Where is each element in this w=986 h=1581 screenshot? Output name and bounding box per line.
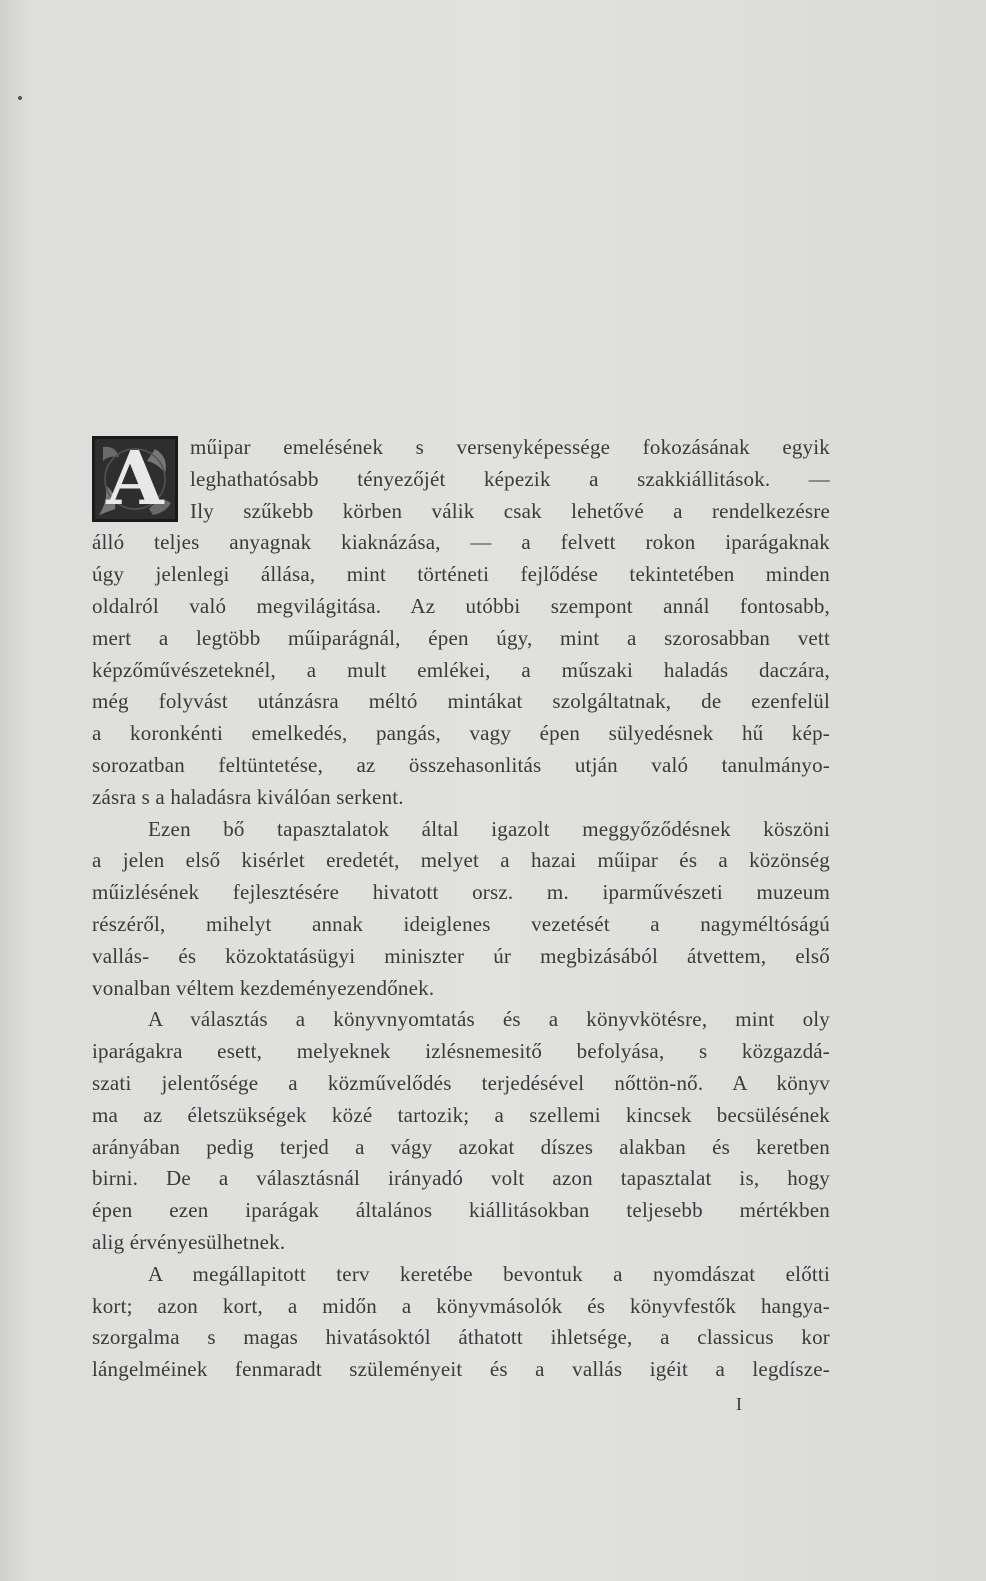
text-line: zásra s a haladásra kiválóan serkent. [92,784,404,809]
text-line: A választás a könyvnyomtatás és a könyvkötésre, mint oly [148,1007,830,1032]
ink-speck [18,96,22,100]
text-line: arányában pedig terjed a vágy azokat díszes alakban és keretben [92,1134,830,1159]
text-line: szorgalma s magas hivatásoktól áthatott ihletsége, a classicus kor [92,1325,830,1350]
paragraph-4 [92,1259,830,1386]
text-line: alig érvényesülhetnek. [92,1229,286,1254]
paragraph-1 [92,432,830,814]
text-line: iparágakra esett, melyeknek izlésnemesitő befolyása, s közgazdá- [92,1039,830,1064]
text-line: képzőművészeteknél, a mult emlékei, a műszaki haladás daczára, [92,657,830,682]
text-line: birni. De a választásnál irányadó volt azon tapasztalat is, hogy [92,1166,830,1191]
text-line: ma az életszükségek közé tartozik; a szellemi kincsek becsülésének [92,1102,830,1127]
text-line: szati jelentősége a közművelődés terjedésével nőttön-nő. A könyv [92,1070,830,1095]
text-line: Ily szűkebb körben válik csak lehetővé a rendelkezésre [190,498,830,523]
text-line: álló teljes anyagnak kiaknázása, — a felvett rokon iparágaknak [92,530,830,555]
opening-paragraph [92,432,830,814]
text-line: leghathatósabb tényezőjét képezik a szakkiállitások. — [190,466,830,491]
text-line: épen ezen iparágak általános kiállitásokban teljesebb mértékben [92,1198,830,1223]
text-line: műipar emelésének s versenyképessége fokozásának egyik [190,435,830,459]
text-line: részéről, mihelyt annak ideiglenes vezetését a nagyméltóságú [92,911,830,936]
text-line: kort; azon kort, a midőn a könyvmásolók és könyvfestők hangya- [92,1293,830,1318]
body-text [92,432,830,1386]
initial-letter: A [106,436,164,522]
text-line: Ezen bő tapasztalatok által igazolt meggyőződésnek köszöni [148,816,830,841]
text-line: műizlésének fejlesztésére hivatott orsz. m. iparművészeti muzeum [92,880,830,905]
text-line: a koronkénti emelkedés, pangás, vagy épen sülyedésnek hű kép- [92,721,830,746]
paragraph-3 [92,1004,830,1258]
text-line: úgy jelenlegi állása, mint történeti fejlődése tekintetében minden [92,562,830,587]
text-line: oldalról való megvilágitása. Az utóbbi szempont annál fontosabb, [92,593,830,618]
paragraph-2 [92,814,830,1005]
text-line: még folyvást utánzásra méltó mintákat szolgáltatnak, de ezenfelül [92,689,830,714]
text-line: a jelen első kisérlet eredetét, melyet a hazai műipar és a közönség [92,848,830,873]
text-line: vallás- és közoktatásügyi miniszter úr megbizásából átvettem, első [92,943,830,968]
text-line: sorozatban feltüntetése, az összehasonlitás utján való tanulmányo- [92,752,830,777]
page-number: I [736,1394,742,1414]
text-line: vonalban véltem kezdeményezendőnek. [92,975,435,1000]
text-line: A megállapitott terv keretébe bevontuk a nyomdászat előtti [148,1261,830,1286]
text-line: lángelméinek fenmaradt szüleményeit és a vallás igéit a legdísze- [92,1357,830,1382]
decorated-initial [92,436,178,522]
text-line: mert a legtöbb műiparágnál, épen úgy, mint a szorosabban vett [92,625,830,650]
